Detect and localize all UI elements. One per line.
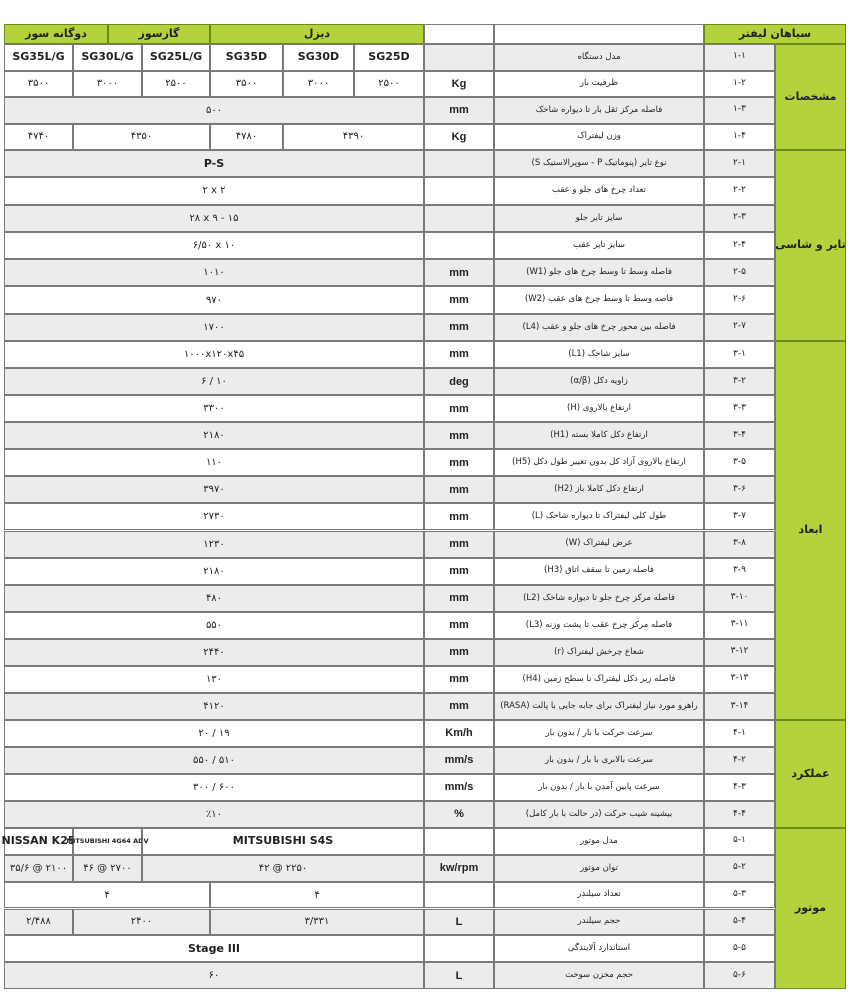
row-unit: Kg <box>424 71 494 98</box>
row-code: ۳-۱ <box>704 341 775 368</box>
row-description: تعداد سیلندر <box>494 882 704 909</box>
group-gas-header: گازسوز <box>108 24 210 44</box>
row-description: فاصله بین محور چرخ های جلو و عقب (L4) <box>494 314 704 341</box>
row-unit: mm <box>424 503 494 530</box>
row-description: سرعت حرکت با بار / بدون بار <box>494 720 704 747</box>
value-cell: ۲۴۴۰ <box>4 639 424 666</box>
group-diesel-header: دیزل <box>210 24 424 44</box>
row-description: سرعت بالابری با بار / بدون بار <box>494 747 704 774</box>
value-cell: P-S <box>4 150 424 177</box>
value-cell: ۴۷۴۰ <box>4 124 73 151</box>
value-cell: ۴۸۰ <box>4 585 424 612</box>
row-code: ۳-۲ <box>704 368 775 395</box>
section-label-tire: تایر و شاسی <box>775 150 846 341</box>
row-code: ۱-۲ <box>704 71 775 98</box>
row-code: ۳-۱۳ <box>704 666 775 693</box>
row-code: ۵-۵ <box>704 935 775 962</box>
row-code: ۵-۲ <box>704 855 775 882</box>
row-unit <box>424 232 494 259</box>
row-code: ۲-۲ <box>704 177 775 204</box>
row-description: فاصله مرکز چرخ عقب تا پشت وزنه (L3) <box>494 612 704 639</box>
value-cell: Stage III <box>4 935 424 962</box>
row-unit: mm <box>424 558 494 585</box>
section-label-engine: موتور <box>775 828 846 989</box>
row-code: ۲-۳ <box>704 205 775 232</box>
value-cell: ۱۲۳۰ <box>4 531 424 558</box>
row-unit: mm <box>424 666 494 693</box>
row-unit: mm <box>424 476 494 503</box>
value-cell: ۲/۴۸۸ <box>4 909 73 936</box>
value-cell: ۲۵۰۰ <box>142 71 210 98</box>
row-unit: L <box>424 962 494 989</box>
value-cell: ۴۳۵۰ <box>73 124 210 151</box>
row-description: فاصله زمین تا سقف اتاق (H3) <box>494 558 704 585</box>
row-description: مدل موتور <box>494 828 704 855</box>
value-cell: ۴۳۹۰ <box>283 124 424 151</box>
row-unit: mm <box>424 286 494 313</box>
value-cell: ۱۷۰۰ <box>4 314 424 341</box>
value-cell: ۲۵۰۰ <box>354 71 424 98</box>
row-description: توان موتور <box>494 855 704 882</box>
group-dual-fuel-header: دوگانه سوز <box>4 24 108 44</box>
value-cell: MITSUBISHI 4G64 ADV <box>73 828 142 855</box>
value-cell: ۳۵/۶ @ ۲۱۰۰ <box>4 855 73 882</box>
row-description: فاصله مرکز چرخ جلو تا دیواره شاخک (L2) <box>494 585 704 612</box>
row-unit <box>424 205 494 232</box>
row-unit: mm <box>424 314 494 341</box>
row-unit <box>424 882 494 909</box>
value-cell: ۲۱۸۰ <box>4 558 424 585</box>
row-description: تعداد چرخ های جلو و عقب <box>494 177 704 204</box>
row-unit: mm <box>424 693 494 720</box>
value-cell: ۳۹۷۰ <box>4 476 424 503</box>
row-unit: mm <box>424 259 494 286</box>
value-cell: ۴ <box>4 882 210 909</box>
row-unit <box>424 935 494 962</box>
row-description: فاصله زیر دکل لیفتراک تا سطح زمین (H4) <box>494 666 704 693</box>
row-unit: mm <box>424 585 494 612</box>
row-code: ۲-۷ <box>704 314 775 341</box>
row-unit: L <box>424 909 494 936</box>
row-description: فاصه وسط تا وسط چرخ های عقب (W2) <box>494 286 704 313</box>
value-cell: ۱۰۰۰x۱۲۰x۴۵ <box>4 341 424 368</box>
value-cell: ۶/۵۰ x ۱۰ <box>4 232 424 259</box>
row-description: ارتفاع بالاروی آزاد کل بدون تغییر طول دکل (H5) <box>494 449 704 476</box>
row-code: ۳-۱۴ <box>704 693 775 720</box>
row-unit: mm <box>424 341 494 368</box>
row-description: عرض لیفتراک (W) <box>494 531 704 558</box>
value-cell: ۳۵۰۰ <box>210 71 283 98</box>
section-label-dimensions: ابعاد <box>775 341 846 720</box>
value-cell: ۵۰۰ <box>4 97 424 124</box>
row-unit: mm <box>424 97 494 124</box>
value-cell: ۵۵۰ / ۵۱۰ <box>4 747 424 774</box>
row-code: ۴-۳ <box>704 774 775 801</box>
row-unit: kw/rpm <box>424 855 494 882</box>
section-label-spec: مشخصات <box>775 44 846 150</box>
row-code: ۳-۶ <box>704 476 775 503</box>
value-cell: ۲۴۰۰ <box>73 909 210 936</box>
unit-header-blank <box>424 24 494 44</box>
row-description: سرعت پایین آمدن با بار / بدون بار <box>494 774 704 801</box>
row-code: ۵-۶ <box>704 962 775 989</box>
row-unit: mm <box>424 449 494 476</box>
row-code: ۳-۹ <box>704 558 775 585</box>
row-code: ۳-۱۰ <box>704 585 775 612</box>
row-description: مدل دستگاه <box>494 44 704 71</box>
row-unit: mm/s <box>424 774 494 801</box>
value-cell: ۴۶ @ ۲۷۰۰ <box>73 855 142 882</box>
row-unit: Kg <box>424 124 494 151</box>
row-description: وزن لیفتراک <box>494 124 704 151</box>
row-description: طول کلی لیفتراک تا دیواره شاخک (L) <box>494 503 704 530</box>
brand-title: سیاهان لیفتر <box>704 24 846 44</box>
row-description: زاویه دکل (α/β) <box>494 368 704 395</box>
value-cell: ۳۰۰ / ۶۰۰ <box>4 774 424 801</box>
value-cell: ۲۸ x ۹ - ۱۵ <box>4 205 424 232</box>
row-code: ۱-۱ <box>704 44 775 71</box>
value-cell: ۴۷۸۰ <box>210 124 283 151</box>
row-unit: mm <box>424 612 494 639</box>
row-description: راهرو مورد نیاز لیفتراک برای جابه جایی با پالت (RASA) <box>494 693 704 720</box>
row-unit: % <box>424 801 494 828</box>
row-unit: mm <box>424 531 494 558</box>
row-description: استاندارد آلایندگی <box>494 935 704 962</box>
row-description: شعاع چرخش لیفتراک (r) <box>494 639 704 666</box>
row-unit <box>424 828 494 855</box>
row-unit <box>424 44 494 71</box>
row-code: ۳-۱۲ <box>704 639 775 666</box>
section-label-performance: عملکرد <box>775 720 846 828</box>
value-cell: ۶۰ <box>4 962 424 989</box>
row-code: ۴-۴ <box>704 801 775 828</box>
model-header: SG30D <box>283 44 354 71</box>
row-code: ۳-۷ <box>704 503 775 530</box>
row-unit: deg <box>424 368 494 395</box>
row-code: ۳-۵ <box>704 449 775 476</box>
row-description: ارتفاع دکل کاملا باز (H2) <box>494 476 704 503</box>
desc-header-blank <box>494 24 704 44</box>
row-code: ۲-۱ <box>704 150 775 177</box>
value-cell: NISSAN K25 <box>4 828 73 855</box>
row-unit: mm <box>424 639 494 666</box>
row-description: حجم سیلندر <box>494 909 704 936</box>
row-description: حجم مخزن سوخت <box>494 962 704 989</box>
model-header: SG30L/G <box>73 44 142 71</box>
value-cell: ۳۳۰۰ <box>4 395 424 422</box>
row-code: ۲-۴ <box>704 232 775 259</box>
row-description: سایز تایر جلو <box>494 205 704 232</box>
row-code: ۱-۴ <box>704 124 775 151</box>
row-unit: mm <box>424 395 494 422</box>
row-description: فاصله وسط تا وسط چرخ های جلو (W1) <box>494 259 704 286</box>
row-code: ۳-۴ <box>704 422 775 449</box>
value-cell: ۲۰ / ۱۹ <box>4 720 424 747</box>
row-code: ۵-۴ <box>704 909 775 936</box>
value-cell: ۴۲ @ ۲۲۵۰ <box>142 855 424 882</box>
row-code: ۳-۱۱ <box>704 612 775 639</box>
value-cell: ۳۰۰۰ <box>73 71 142 98</box>
row-description: نوع تایر (پنوماتیک P - سوپرالاستیک S) <box>494 150 704 177</box>
value-cell: ۱۳۰ <box>4 666 424 693</box>
row-code: ۳-۳ <box>704 395 775 422</box>
value-cell: ۲۷۳۰ <box>4 503 424 530</box>
row-unit: Km/h <box>424 720 494 747</box>
model-header: SG25L/G <box>142 44 210 71</box>
row-unit: mm/s <box>424 747 494 774</box>
row-code: ۱-۳ <box>704 97 775 124</box>
value-cell: ۵۵۰ <box>4 612 424 639</box>
row-code: ۲-۶ <box>704 286 775 313</box>
row-unit <box>424 177 494 204</box>
row-description: ارتفاع دکل کاملا بسته (H1) <box>494 422 704 449</box>
row-unit <box>424 150 494 177</box>
model-header: SG35D <box>210 44 283 71</box>
row-code: ۵-۱ <box>704 828 775 855</box>
model-header: SG35L/G <box>4 44 73 71</box>
value-cell: ٪۱۰ <box>4 801 424 828</box>
row-description: ارتفاع بالاروی (H) <box>494 395 704 422</box>
row-code: ۴-۲ <box>704 747 775 774</box>
value-cell: ۶ / ۱۰ <box>4 368 424 395</box>
row-code: ۲-۵ <box>704 259 775 286</box>
value-cell: ۱۰۱۰ <box>4 259 424 286</box>
model-header: SG25D <box>354 44 424 71</box>
row-code: ۳-۸ <box>704 531 775 558</box>
value-cell: ۴۱۲۰ <box>4 693 424 720</box>
value-cell: MITSUBISHI S4S <box>142 828 424 855</box>
value-cell: ۲۱۸۰ <box>4 422 424 449</box>
value-cell: ۳/۳۳۱ <box>210 909 424 936</box>
value-cell: ۳۰۰۰ <box>283 71 354 98</box>
row-description: ظرفیت بار <box>494 71 704 98</box>
value-cell: ۹۷۰ <box>4 286 424 313</box>
value-cell: ۱۱۰ <box>4 449 424 476</box>
value-cell: ۴ <box>210 882 424 909</box>
value-cell: ۲ x ۲ <box>4 177 424 204</box>
row-description: سایز تایر عقب <box>494 232 704 259</box>
row-code: ۴-۱ <box>704 720 775 747</box>
row-description: فاصله مرکز ثقل بار تا دیواره شاخک <box>494 97 704 124</box>
value-cell: ۳۵۰۰ <box>4 71 73 98</box>
row-unit: mm <box>424 422 494 449</box>
row-description: بیشینه شیب حرکت (در حالت با بار کامل) <box>494 801 704 828</box>
row-description: سایز شاخک (L1) <box>494 341 704 368</box>
row-code: ۵-۳ <box>704 882 775 909</box>
